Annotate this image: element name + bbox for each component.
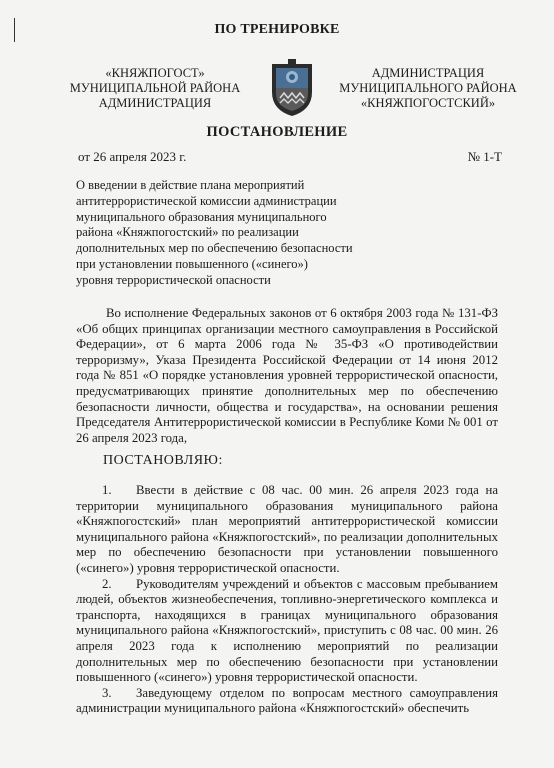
decree-item (76, 483, 498, 577)
subject-line: района «Княжпогостский» по реализации (76, 225, 299, 240)
document-subject (76, 178, 366, 289)
subject-line: О введении в действие плана мероприятий (76, 178, 305, 192)
header-right-line: «КНЯЖПОГОСТСКИЙ» (360, 96, 496, 110)
subject-line: муниципального образования муниципального (76, 209, 327, 224)
header-left-line: АДМИНИСТРАЦИЯ (98, 96, 212, 110)
document-date: от 26 апреля 2023 г. (78, 149, 187, 164)
header-left (60, 66, 250, 111)
header-right-line: МУНИЦИПАЛЬНОГО РАЙОНА (339, 81, 517, 95)
header-right-line: АДМИНИСТРАЦИЯ (371, 66, 485, 80)
coat-of-arms-icon (268, 58, 316, 118)
subject-line: уровня террористической опасности (76, 272, 271, 287)
header-left-line: «КНЯЖПОГОСТ» (105, 66, 205, 80)
item-number: 2. (102, 576, 112, 591)
item-number: 3. (102, 685, 112, 700)
decree-item (76, 577, 498, 686)
header-right (338, 66, 518, 111)
item-text: Заведующему отделом по вопросам местного самоуправления администрации муниципального района «Княжпогостский» обеспечить (76, 685, 498, 716)
header-left-line: МУНИЦИПАЛЬНОЙ РАЙОНА (69, 81, 241, 95)
decree-items (76, 483, 498, 717)
item-text: Ввести в действие с 08 час. 00 мин. 26 апреля 2023 года на территории муниципального образования муниципального района «Княжпогостский» план мероприятий антитеррористической комиссии муниципального района «Княжпогостский», по реализации дополнительных мер по обеспечению безопасности при установлении повышенного («синего») уровня террористической опасности. (76, 483, 498, 575)
training-stamp: ПО ТРЕНИРОВКЕ (214, 22, 340, 37)
decree-heading: ПОСТАНОВЛЯЮ: (103, 453, 223, 468)
document-title: ПОСТАНОВЛЕНИЕ (206, 124, 348, 140)
item-text: Руководителям учреждений и объектов с массовым пребыванием людей, объектов жизнеобеспечения, топливно-энергетического комплекса и транспорта, находящихся в границах муниципального образования муниципального района «Княжпогостский», приступить с 08 час. 00 мин. 26 апреля 2023 года к исполнению мероприятий по реализации дополнительных мер по обеспечению безопасности при установлении повышенного («синего») уровня террористической опасности. (76, 576, 498, 685)
document-number: № 1-Т (467, 149, 502, 164)
preamble-paragraph: Во исполнение Федеральных законов от 6 октября 2003 года № 131-ФЗ «Об общих принципах организации местного самоуправления в Российской Федерации», от 6 марта 2006 года № 35-ФЗ «О противодействии терроризму», Указа Президента Российской Федерации от 14 июня 2012 года № 851 «О порядке установления уровней террористической опасности, предусматривающих принятие дополнительных мер по обеспечению безопасности личности, общества и государства», на основании решения Председателя Антитеррористической комиссии в Республике Коми № 001 от 26 апреля 2023 года, (76, 306, 498, 445)
decree-item (76, 686, 498, 717)
item-number: 1. (102, 483, 112, 497)
subject-line: антитеррористической комиссии администрации (76, 193, 337, 208)
subject-line: при установлении повышенного («синего») (76, 256, 308, 271)
subject-line: дополнительных мер по обеспечению безопасности (76, 241, 353, 256)
